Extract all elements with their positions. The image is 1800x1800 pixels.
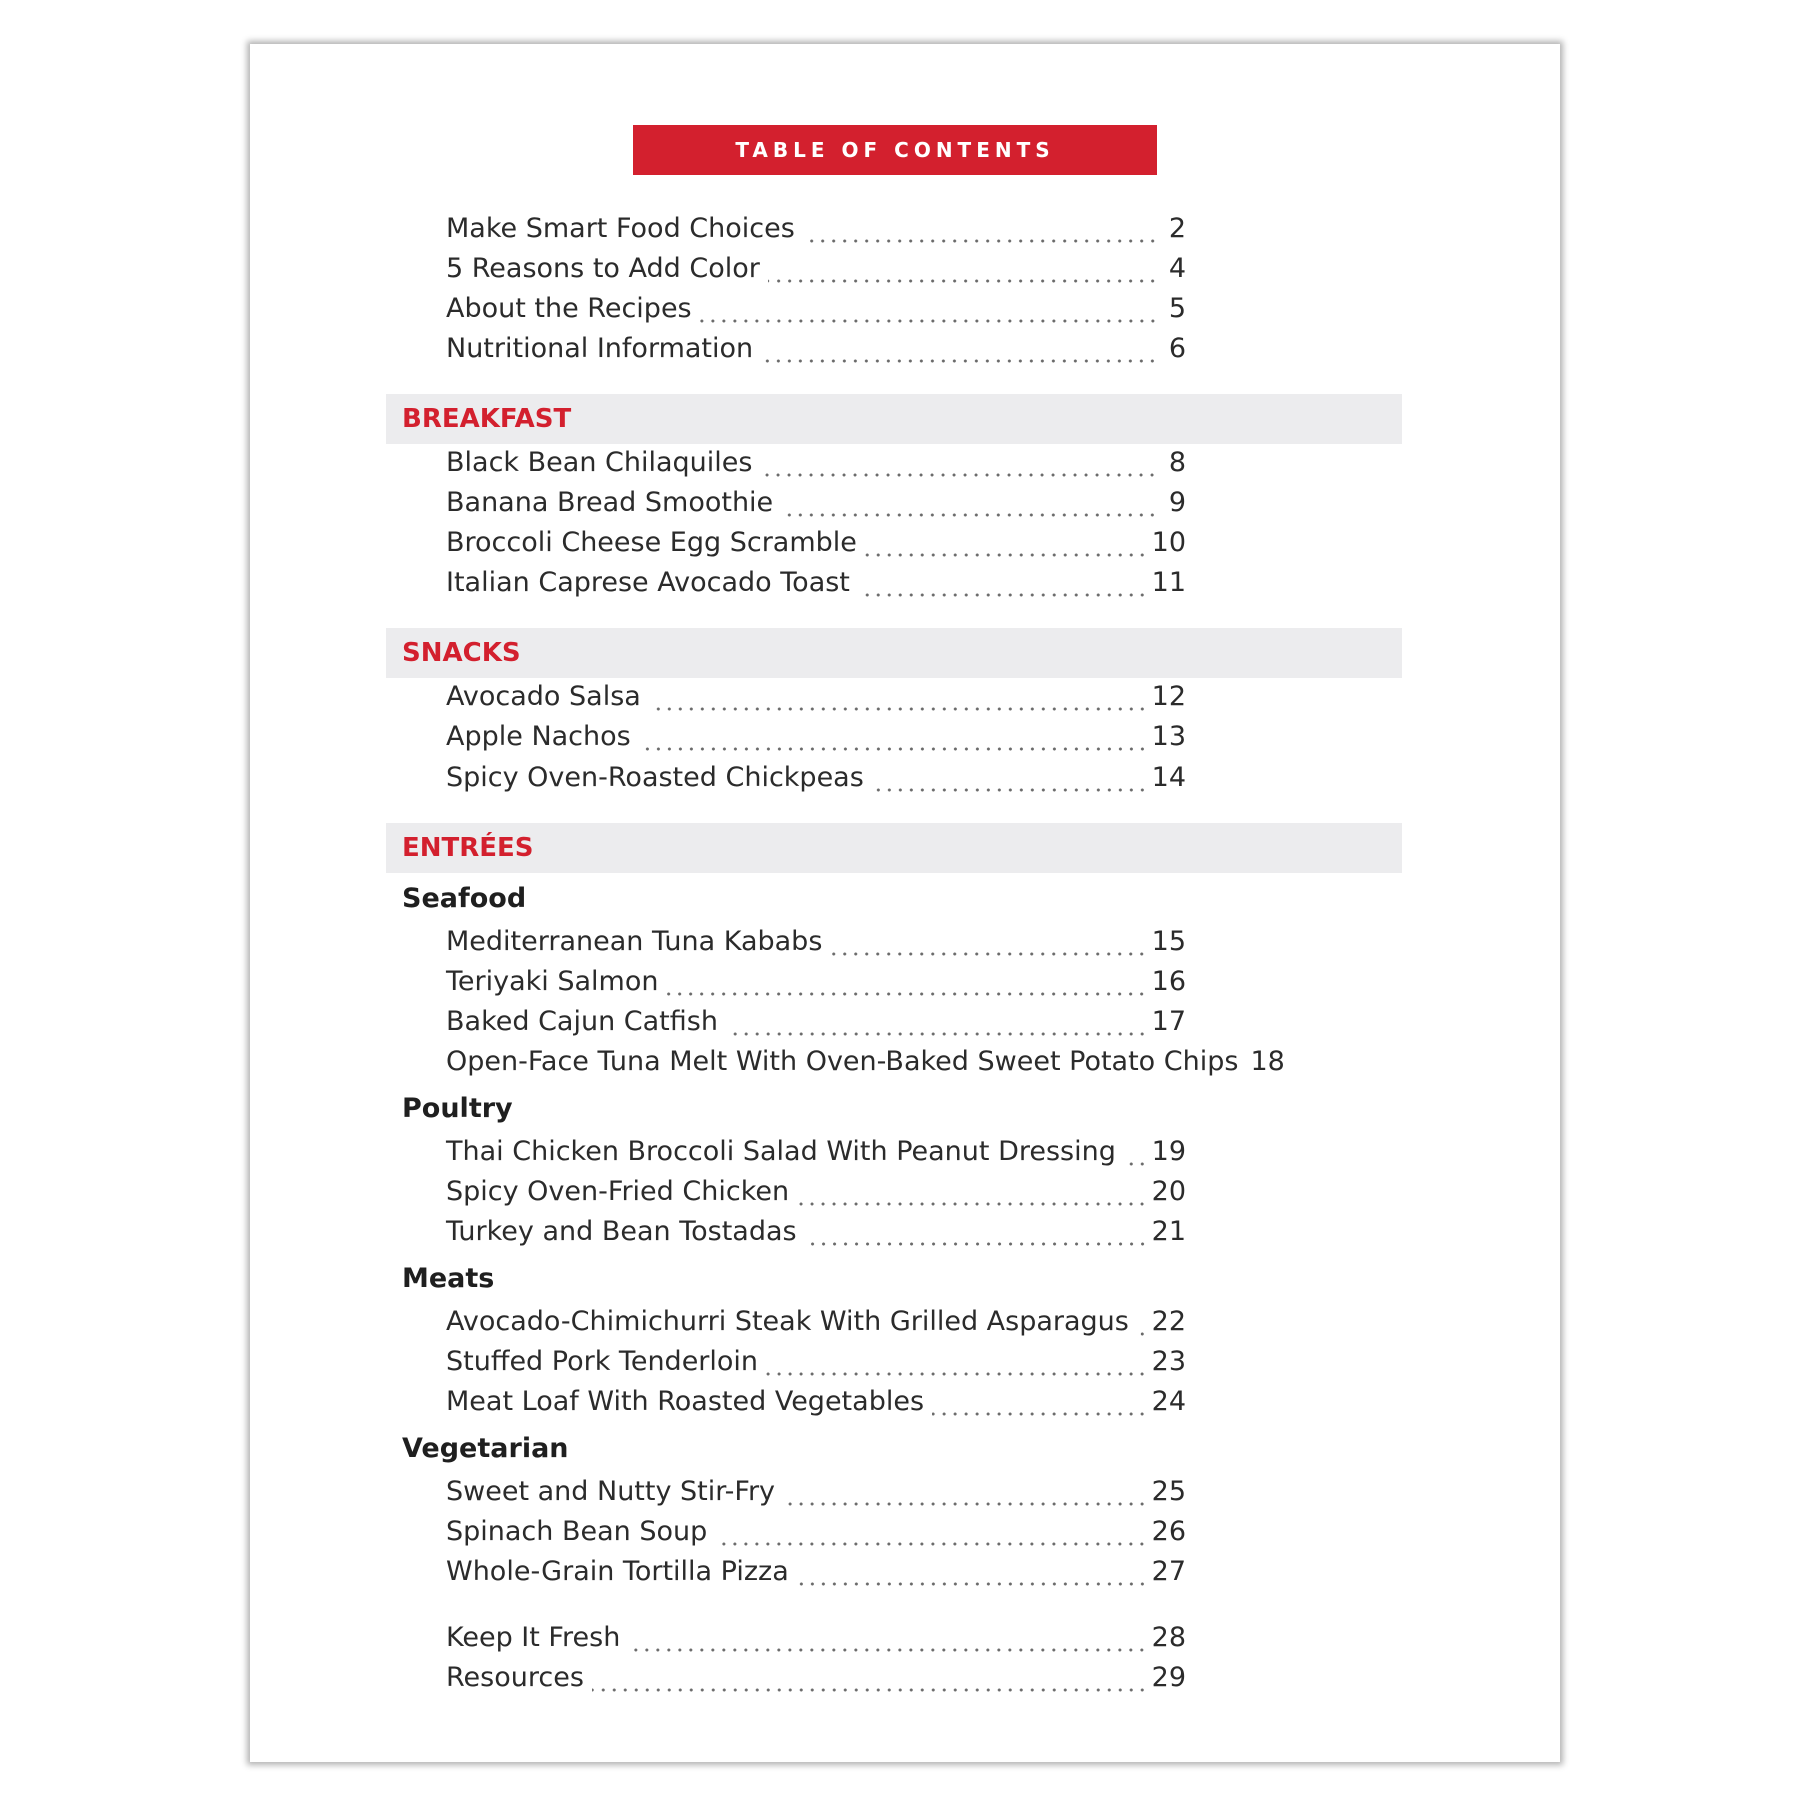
toc-page-number: 9 [1168,487,1186,518]
subsection-heading-vegetarian: Vegetarian [402,1433,569,1464]
dot-leader [666,990,1147,998]
toc-entry[interactable] [446,1006,1186,1046]
toc-entry-label: Apple Nachos [446,721,631,752]
page-title: TABLE OF CONTENTS [633,125,1157,175]
toc-entry[interactable] [446,966,1186,1006]
toc-entry-label: Nutritional Information [446,333,754,364]
subsection-heading-seafood: Seafood [402,883,527,914]
toc-entry-label: Avocado Salsa [446,681,641,712]
toc-page-number: 12 [1151,681,1186,712]
toc-page-number: 26 [1151,1516,1186,1547]
toc-entry[interactable] [446,721,1186,761]
toc-entry[interactable] [446,1556,1186,1596]
toc-entry-label: About the Recipes [446,293,692,324]
toc-page-number: 6 [1168,333,1186,364]
toc-entry[interactable] [446,1662,1186,1702]
toc-page-number: 11 [1151,567,1186,598]
toc-entry[interactable] [446,213,1186,253]
dot-leader [649,705,1148,713]
toc-entry[interactable] [446,333,1186,373]
dot-leader [865,551,1148,559]
toc-entry[interactable] [446,1476,1186,1516]
dot-leader [797,1580,1148,1588]
document-page [250,44,1560,1762]
toc-entry[interactable] [446,567,1186,607]
dot-leader [768,277,1158,285]
toc-entry-label: Keep It Fresh [446,1622,621,1653]
dot-leader [872,786,1148,794]
dot-leader [761,357,1158,365]
section-header-entrees [386,823,1402,873]
toc-entry-label: Whole-Grain Tortilla Pizza [446,1556,789,1587]
toc-entry-label: Sweet and Nutty Stir-Fry [446,1476,776,1507]
toc-entry[interactable] [446,487,1186,527]
toc-entry[interactable] [446,1136,1186,1176]
toc-entry-label: Resources [446,1662,584,1693]
toc-entry-label: Meat Loaf With Roasted Vegetables [446,1386,925,1417]
section-header-breakfast [386,394,1402,444]
toc-entry[interactable] [446,1176,1186,1216]
toc-page-number: 25 [1151,1476,1186,1507]
toc-page-number: 5 [1168,293,1186,324]
toc-entry-label: Turkey and Bean Tostadas [446,1216,797,1247]
toc-entry-label: Black Bean Chilaquiles [446,447,753,478]
toc-entry[interactable] [446,762,1186,802]
dot-leader [781,511,1158,519]
dot-leader [1124,1160,1148,1168]
toc-page-number: 28 [1151,1622,1186,1653]
subsection-heading-meats: Meats [402,1263,495,1294]
toc-page-number: 15 [1151,926,1186,957]
dot-leader [592,1686,1148,1694]
toc-page-number: 8 [1168,447,1186,478]
dot-leader [805,1240,1148,1248]
toc-entry[interactable] [446,1516,1186,1556]
toc-entry-label: Thai Chicken Broccoli Salad With Peanut Dressing [446,1136,1116,1167]
toc-entry[interactable] [446,1622,1186,1662]
toc-entry-label: Banana Bread Smoothie [446,487,774,518]
toc-page-number: 29 [1151,1662,1186,1693]
toc-page-number: 23 [1151,1346,1186,1377]
dot-leader [1137,1330,1148,1338]
dot-leader [760,471,1158,479]
toc-entry[interactable] [446,1046,1285,1086]
section-header-snacks [386,628,1402,678]
toc-entry[interactable] [446,447,1186,487]
toc-entry[interactable] [446,1216,1186,1256]
section-heading: SNACKS [402,638,521,668]
dot-leader [628,1646,1147,1654]
toc-entry-label: Avocado-Chimichurri Steak With Grilled Asparagus [446,1306,1129,1337]
toc-page-number: 21 [1151,1216,1186,1247]
toc-entry[interactable] [446,1346,1186,1386]
toc-page-number: 10 [1151,527,1186,558]
toc-page-number: 16 [1151,966,1186,997]
section-heading: ENTRÉES [402,833,534,863]
toc-entry-label: Italian Caprese Avocado Toast [446,567,850,598]
toc-page-number: 13 [1151,721,1186,752]
toc-entry[interactable] [446,681,1186,721]
toc-page-number: 19 [1151,1136,1186,1167]
toc-entry-label: Baked Cajun Catfish [446,1006,718,1037]
toc-entry-label: 5 Reasons to Add Color [446,253,760,284]
toc-entry[interactable] [446,926,1186,966]
toc-entry-label: Stuffed Pork Tenderloin [446,1346,759,1377]
toc-page-number: 14 [1151,762,1186,793]
toc-entry-label: Mediterranean Tuna Kababs [446,926,823,957]
toc-entry-label: Broccoli Cheese Egg Scramble [446,527,857,558]
dot-leader [932,1410,1148,1418]
toc-entry[interactable] [446,1306,1186,1346]
toc-entry-label: Open-Face Tuna Melt With Oven-Baked Sweet Potato Chips [446,1046,1239,1077]
toc-page-number: 27 [1151,1556,1186,1587]
toc-entry[interactable] [446,1386,1186,1426]
dot-leader [830,950,1147,958]
dot-leader [726,1030,1148,1038]
dot-leader [803,237,1158,245]
toc-entry-label: Make Smart Food Choices [446,213,795,244]
toc-entry[interactable] [446,293,1186,333]
toc-entry-label: Spicy Oven-Roasted Chickpeas [446,762,864,793]
toc-entry[interactable] [446,527,1186,567]
dot-leader [639,745,1148,753]
subsection-heading-poultry: Poultry [402,1093,513,1124]
dot-leader [700,317,1158,325]
toc-entry-label: Spicy Oven-Fried Chicken [446,1176,790,1207]
toc-page-number: 4 [1168,253,1186,284]
section-heading: BREAKFAST [402,404,572,434]
toc-page-number: 22 [1151,1306,1186,1337]
toc-entry-label: Spinach Bean Soup [446,1516,708,1547]
dot-leader [715,1540,1147,1548]
dot-leader [766,1370,1148,1378]
toc-entry-label: Teriyaki Salmon [446,966,659,997]
toc-entry[interactable] [446,253,1186,293]
toc-page-number: 18 [1250,1046,1285,1077]
dot-leader [783,1500,1148,1508]
toc-page-number: 2 [1168,213,1186,244]
toc-page-number: 20 [1151,1176,1186,1207]
toc-page-number: 17 [1151,1006,1186,1037]
toc-page-number: 24 [1151,1386,1186,1417]
dot-leader [858,591,1148,599]
dot-leader [797,1200,1148,1208]
